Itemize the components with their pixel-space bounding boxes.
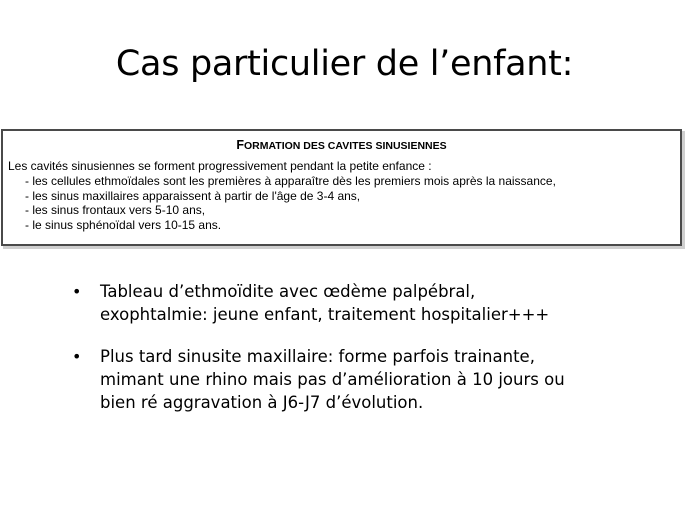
slide-title: Cas particulier de l’enfant: bbox=[115, 44, 574, 84]
box-text bbox=[8, 159, 556, 233]
bullet-item-ethmoiditis bbox=[72, 280, 672, 326]
box-list-item-frontal: - les sinus frontaux vers 5-10 ans, bbox=[25, 203, 206, 218]
bullet-line: mimant une rhino mais pas d’amélioration à 10 jours ou bbox=[100, 370, 565, 389]
bullet-marker: • bbox=[72, 282, 82, 301]
bullet-marker: • bbox=[72, 347, 82, 366]
bullet-line: Plus tard sinusite maxillaire: forme parfois trainante, bbox=[100, 347, 535, 366]
box-shadow-right bbox=[682, 131, 685, 248]
box-list-item-ethmoid: - les cellules ethmoïdales sont les premières à apparaître dès les premiers mois après la naissance, bbox=[25, 173, 556, 188]
bullet-item-maxillary-sinusitis bbox=[72, 345, 672, 414]
box-heading-initial: F bbox=[236, 138, 244, 152]
bullet-line: Tableau d’ethmoïdite avec œdème palpébral, bbox=[100, 282, 476, 301]
sinus-formation-box bbox=[1, 129, 682, 246]
box-heading-rest: ORMATION DES CAVITES SINUSIENNES bbox=[244, 140, 447, 152]
box-list-item-sphenoid: - le sinus sphénoïdal vers 10-15 ans. bbox=[25, 218, 222, 233]
box-heading bbox=[3, 138, 680, 153]
bullet-list bbox=[72, 280, 672, 414]
box-shadow-bottom bbox=[3, 246, 685, 249]
bullet-line: exophtalmie: jeune enfant, traitement hospitalier+++ bbox=[100, 305, 550, 324]
bullet-line: bien ré aggravation à J6-J7 d’évolution. bbox=[100, 393, 424, 412]
box-list-item-maxillary: - les sinus maxillaires apparaissent à partir de l'âge de 3-4 ans, bbox=[25, 188, 361, 203]
box-intro-line: Les cavités sinusiennes se forment progressivement pendant la petite enfance : bbox=[8, 159, 432, 173]
